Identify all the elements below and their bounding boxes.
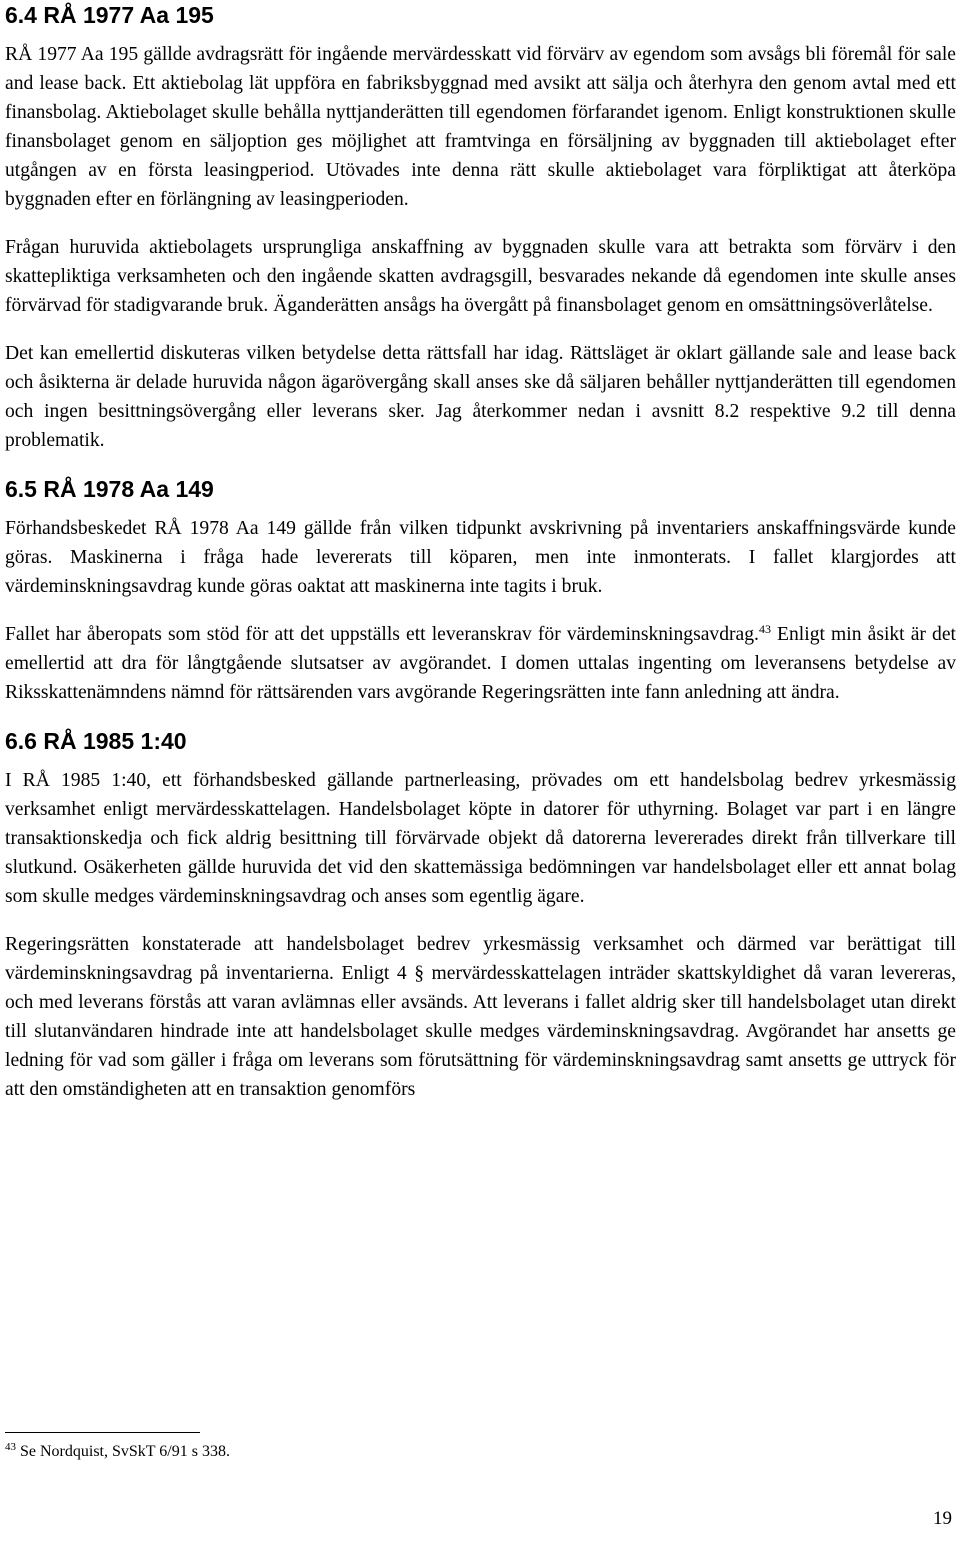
paragraph: RÅ 1977 Aa 195 gällde avdragsrätt för ingående mervärdesskatt vid förvärv av egendom som avsågs bli föremål för sale and lease back. Ett aktiebolag lät uppföra en fabriksbyggnad med avsikt att sälja och återhyra den genom avtal med ett finansbolag. Aktiebolaget skulle behålla nyttjanderätten till egendomen förfarandet igenom. Enligt konstruktionen skulle finansbolaget genom en säljoption ges möjlighet att framtvinga en försäljning av byggnaden till aktiebolaget efter utgången av en första leasingperiod. Utövades inte denna rätt skulle aktiebolaget vara förpliktigat att återköpa byggnaden efter en förlängning av leasingperioden. bbox=[5, 44, 956, 210]
paragraph: I RÅ 1985 1:40, ett förhandsbesked gällande partnerleasing, prövades om ett handelsbolag bedrev yrkesmässig verksamhet enligt mervärdesskattelagen. Handelsbolaget köpte in datorer för uthyrning. Bolaget var part i en längre transaktionskedja och fick aldrig besittning till förvärvade objekt då datorerna levererades direkt från tillverkare till slutkund. Osäkerheten gällde huruvida det vid den skattemässiga bedömningen var handelsbolaget eller ett annat bolag som skulle medges värdeminskningsavdrag och anses som egentlig ägare. bbox=[5, 770, 956, 907]
section-heading-6-4: 6.4 RÅ 1977 Aa 195 bbox=[5, 2, 214, 28]
paragraph-text: Enligt min åsikt är det emellertid att dra för långtgående slutsatser av avgörandet. I domen uttalas ingenting om leveransens betydelse av Riksskattenämndens nämnd för rättsärenden vars avgörande Regeringsrätten inte fann anledning att ändra. bbox=[5, 624, 956, 703]
paragraph: Frågan huruvida aktiebolagets ursprungliga anskaffning av byggnaden skulle vara att betrakta som förvärv i den skattepliktiga verksamheten och den ingående skatten avdragsgill, besvarades nekande då egendomen inte skulle anses förvärvad för stadigvarande bruk. Äganderätten ansågs ha övergått på finansbolaget genom en omsättningsöverlåtelse. bbox=[5, 237, 956, 316]
paragraph-with-footnote bbox=[5, 620, 956, 707]
section-heading-6-6: 6.6 RÅ 1985 1:40 bbox=[5, 728, 187, 754]
footnote-number: 43 bbox=[5, 1441, 16, 1453]
footnote-text: Se Nordquist, SvSkT 6/91 s 338. bbox=[16, 1443, 230, 1460]
paragraph: Förhandsbeskedet RÅ 1978 Aa 149 gällde från vilken tidpunkt avskrivning på inventariers anskaffningsvärde kunde göras. Maskinerna i fråga hade levererats till köparen, men inte inmonterats. I fallet klargjordes att värdeminskningsavdrag kunde göras oaktat att maskinerna inte tagits i bruk. bbox=[5, 518, 956, 597]
footnote-reference[interactable]: 43 bbox=[758, 622, 771, 636]
footnote-separator bbox=[5, 1432, 200, 1433]
paragraph: Regeringsrätten konstaterade att handelsbolaget bedrev yrkesmässig verksamhet och därmed var berättigat till värdeminskningsavdrag på inventarierna. Enligt 4 § mervärdesskattelagen inträder skattskyldighet då varan levereras, och med leverans förstås att varan avlämnas eller avsänds. Att leverans i fallet aldrig sker till handelsbolaget utan direkt till slutanvändaren hindrade inte att handelsbolaget skulle medges värdeminskningsavdrag. Avgörandet har ansetts ge ledning för vad som gäller i fråga om leverans som förutsättning för värdeminskningsavdrag samt ansetts ge uttryck för att den omständigheten att en transaktion genomförs bbox=[5, 934, 956, 1100]
paragraph: Det kan emellertid diskuteras vilken betydelse detta rättsfall har idag. Rättsläget är oklart gällande sale and lease back och åsikterna är delade huruvida någon ägarövergång skall anses ske då säljaren behåller nyttjanderätten till egendomen och ingen besittningsövergång eller leverans sker. Jag återkommer nedan i avsnitt 8.2 respektive 9.2 till denna problematik. bbox=[5, 343, 956, 451]
footnote bbox=[5, 1442, 230, 1462]
paragraph-text: Fallet har åberopats som stöd för att det uppställs ett leveranskrav för värdeminskningsavdrag. bbox=[5, 624, 759, 645]
page-number: 19 bbox=[933, 1508, 952, 1529]
section-heading-6-5: 6.5 RÅ 1978 Aa 149 bbox=[5, 476, 214, 502]
